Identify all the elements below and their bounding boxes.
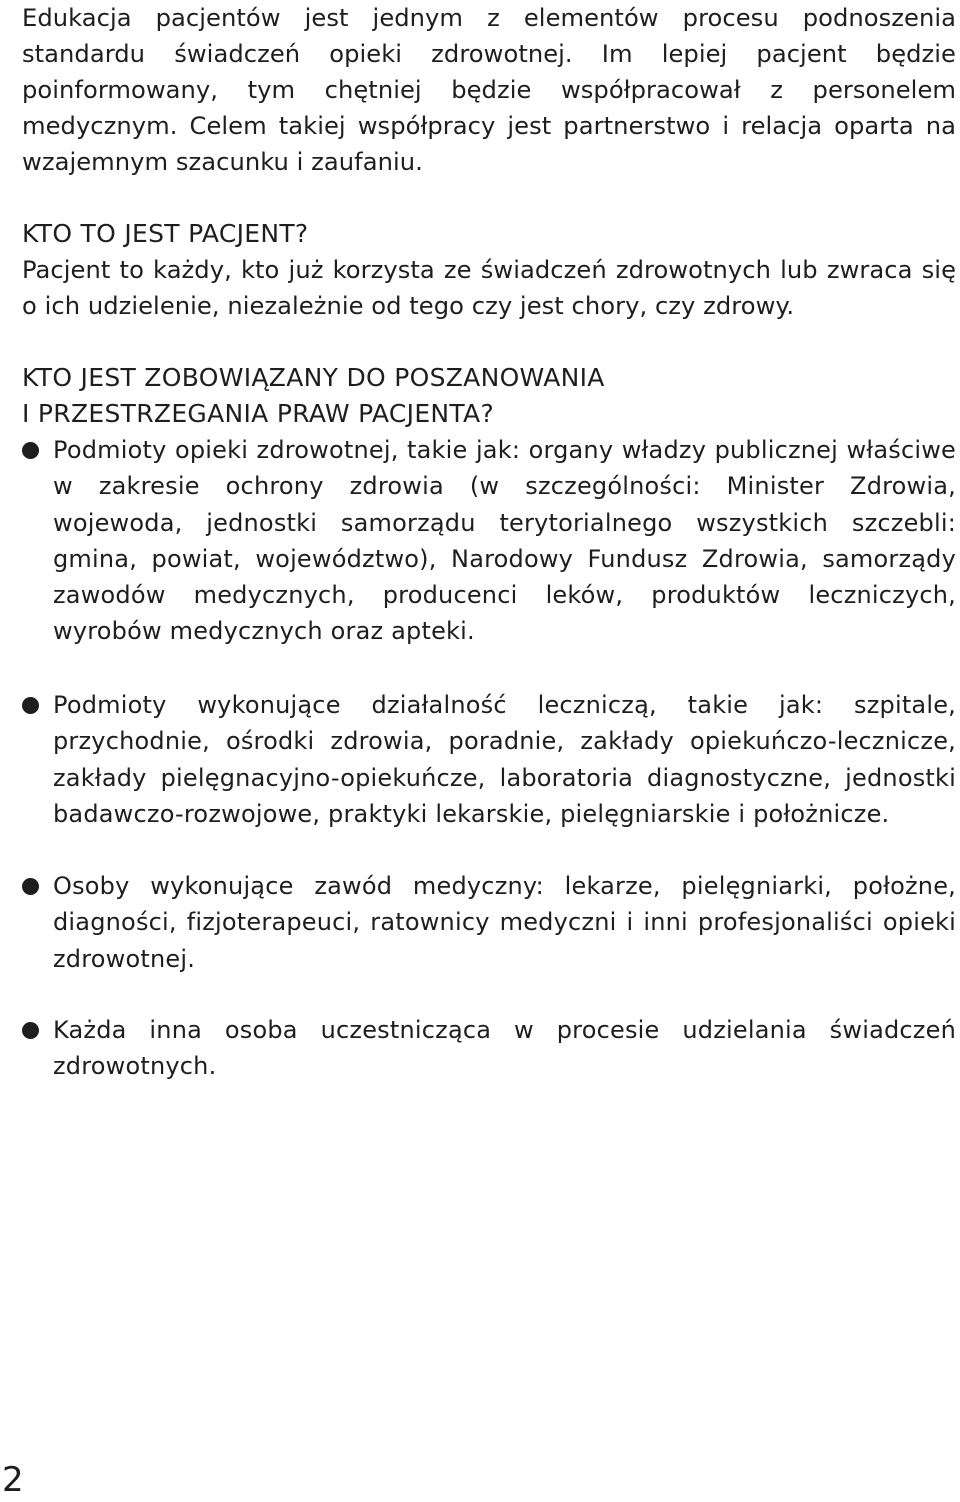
- list-item-text: Każda inna osoba uczestnicząca w procesie udzielania świadczeń zdrowotnych.: [53, 1016, 956, 1081]
- patient-definition-paragraph: Pacjent to każdy, kto już korzysta ze świadczeń zdrowotnych lub zwraca się o ich udzielenie, niezależnie od tego czy jest chory, czy zdrowy.: [22, 256, 956, 320]
- intro-paragraph: Edukacja pacjentów jest jednym z elementów procesu podnoszenia standardu świadczeń opieki zdrowotnej. Im lepiej pacjent będzie poinformowany, tym chętniej będzie współpracował z personelem medycznym. Celem takiej współpracy jest partnerstwo i relacja oparta na wzajemnym szacunku i zaufaniu.: [22, 4, 956, 176]
- section-heading-who-is-obliged: [22, 360, 605, 432]
- section-heading-who-is-patient: KTO TO JEST PACJENT?: [22, 219, 309, 248]
- bullet-dot-icon: [22, 878, 39, 895]
- list-item-text: Osoby wykonujące zawód medyczny: lekarze, pielęgniarki, położne, diagności, fizjoterapeuci, ratownicy medyczni i inni profesjonaliści opieki zdrowotnej.: [53, 872, 956, 973]
- heading-line-2: I PRZESTRZEGANIA PRAW PACJENTA?: [22, 399, 495, 428]
- list-item: [22, 868, 956, 977]
- list-item-text: Podmioty opieki zdrowotnej, takie jak: organy władzy publicznej właściwe w zakresie ochrony zdrowia (w szczególności: Minister Zdrowia, wojewoda, jednostki samorządu terytorialnego wszystkich szczebli: gmina, powiat, województwo), Narodowy Fundusz Zdrowia, samorządy zawodów medycznych, producenci leków, produktów leczniczych, wyrobów medycznych oraz apteki.: [53, 436, 956, 646]
- bullet-dot-icon: [22, 697, 39, 714]
- list-item: [22, 432, 956, 650]
- page-number: 2: [2, 1460, 24, 1500]
- bullet-dot-icon: [22, 1022, 39, 1039]
- heading-line-1: KTO JEST ZOBOWIĄZANY DO POSZANOWANIA: [22, 363, 605, 392]
- list-item: [22, 687, 956, 832]
- list-item: [22, 1012, 956, 1085]
- bullet-dot-icon: [22, 442, 39, 459]
- list-item-text: Podmioty wykonujące działalność leczniczą, takie jak: szpitale, przychodnie, ośrodki zdrowia, poradnie, zakłady opiekuńczo-lecznicze, zakłady pielęgnacyjno-opiekuńcze, laboratoria diagnostyczne, jednostki badawczo-rozwojowe, praktyki lekarskie, pielęgniarskie i położnicze.: [53, 691, 956, 828]
